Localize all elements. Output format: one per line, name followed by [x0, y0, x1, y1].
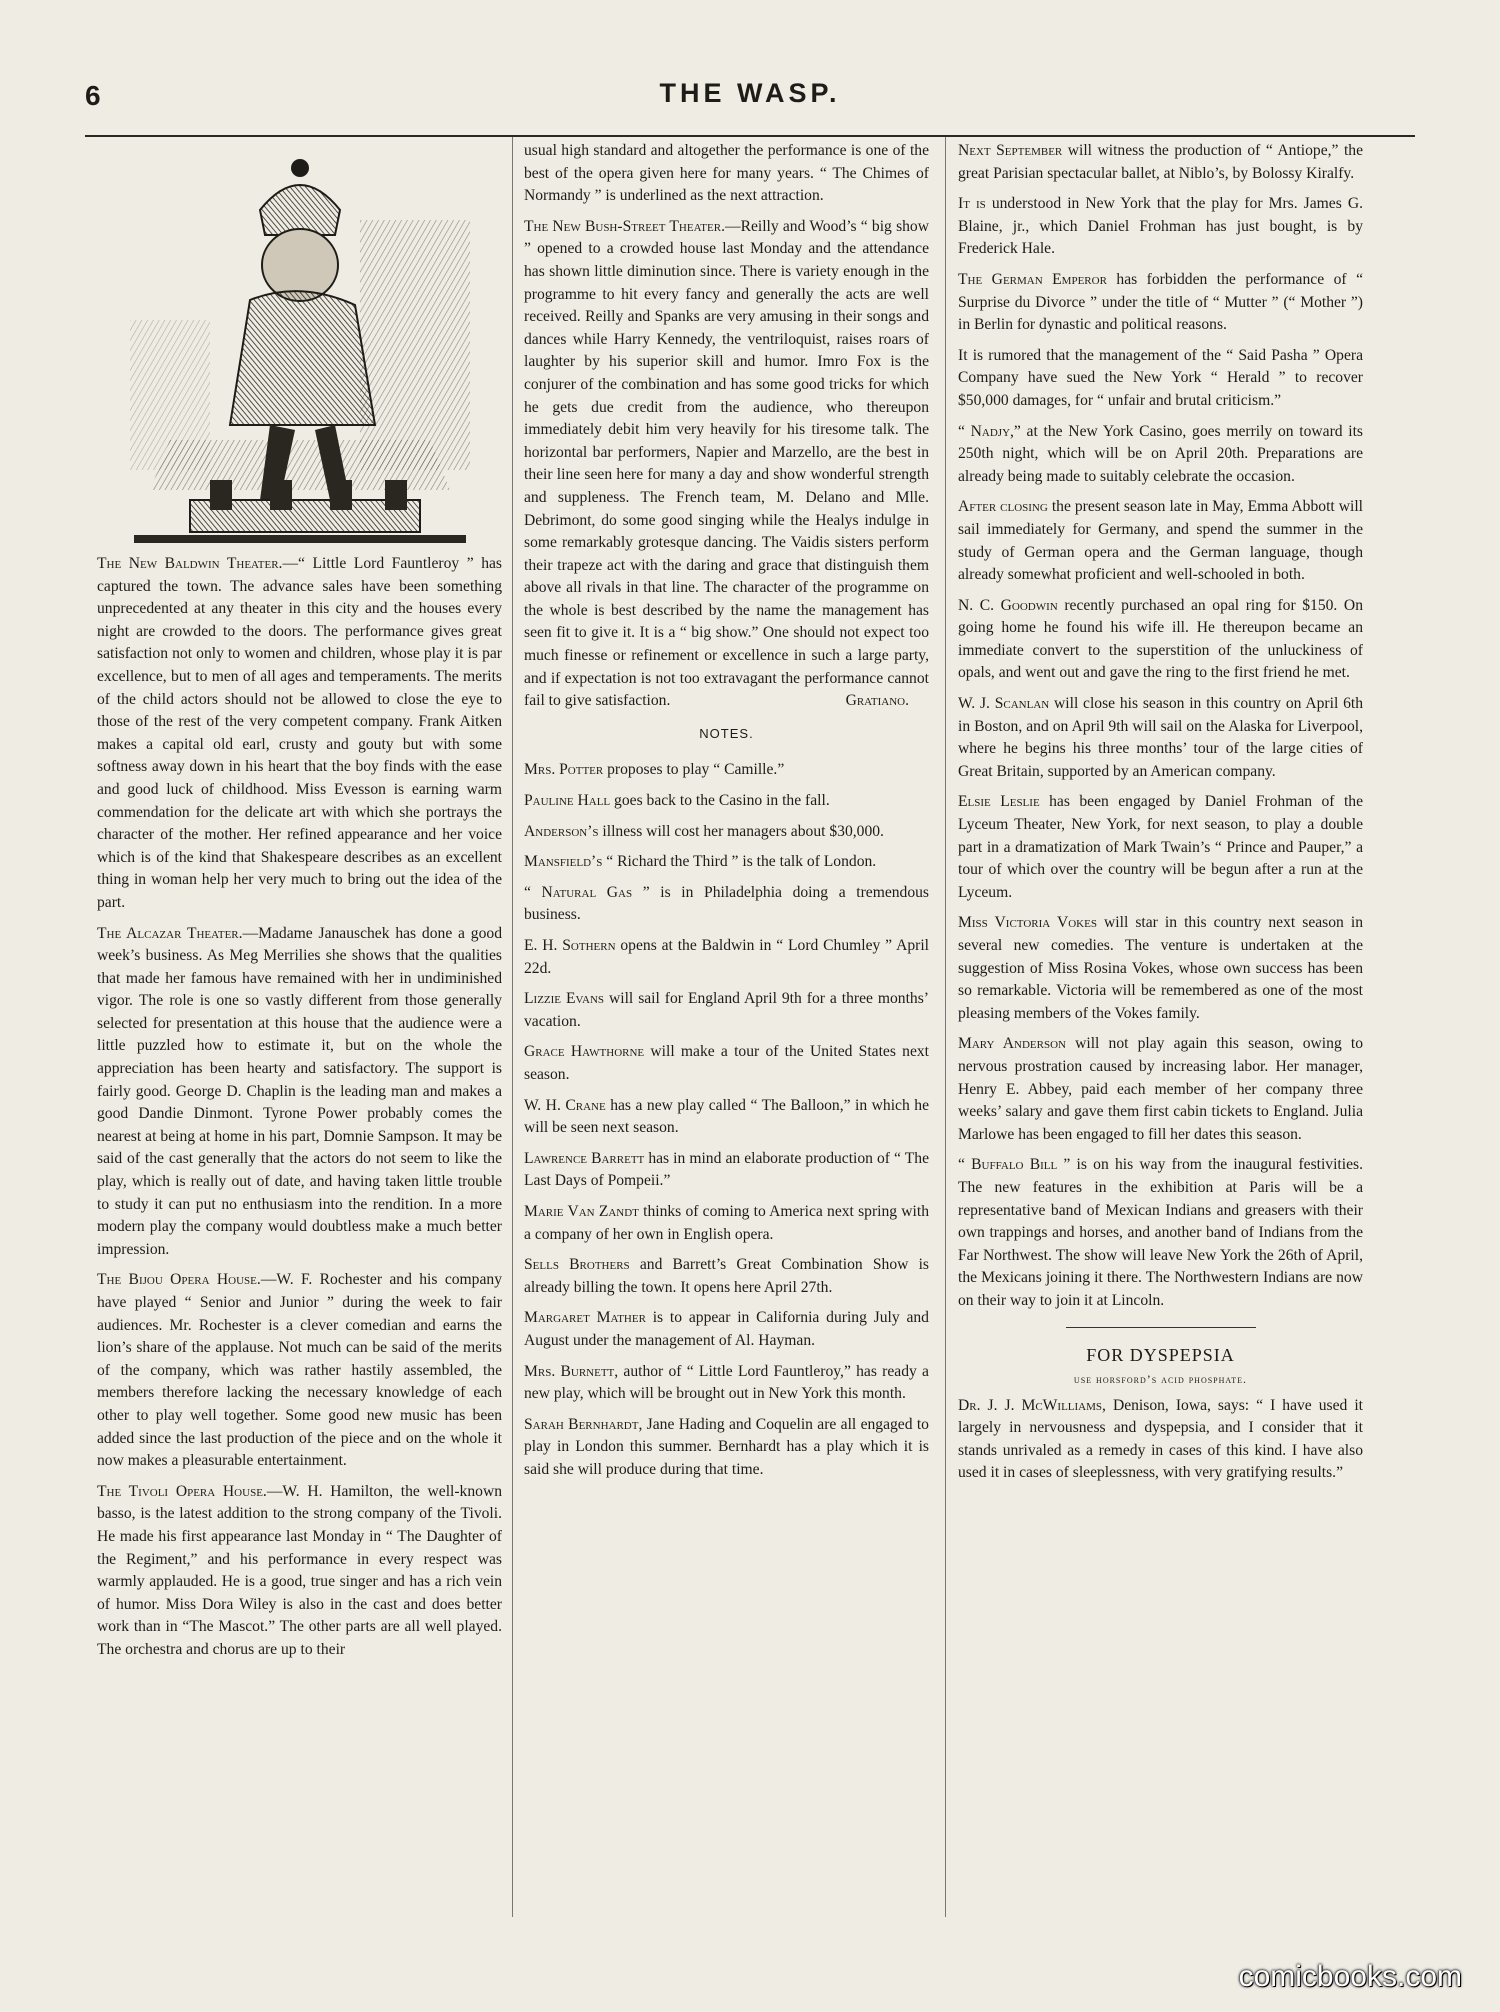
article-tivoli-continued: usual high standard and altogether the performance is one of the best of the opera given here for many years. “ The Chimes of Normandy ” is underlined as the next attraction.: [524, 142, 929, 205]
note-item: The German Emperor has forbidden the performance of “ Surprise du Divorce ” under the title of “ Mutter ” (“ Mother ”) in Berlin for dynastic and political reasons.: [958, 270, 1363, 334]
note-item: Sells Brothers and Barrett’s Great Combination Show is already billing the town. It opens here April 27th.: [524, 1256, 929, 1296]
note-item: E. H. Sothern opens at the Baldwin in “ Lord Chumley ” April 22d.: [524, 937, 929, 977]
note-item: W. H. Crane has a new play called “ The Balloon,” in which he will be seen next season.: [524, 1096, 929, 1137]
column-1: [97, 140, 502, 1917]
masthead-title: THE WASP.: [659, 78, 841, 108]
note-item: “ Nadjy,” at the New York Casino, goes merrily on toward its 250th night, which will be on April 20th. Preparations are already being made to suitably celebrate the occasion.: [958, 422, 1363, 485]
note-item: W. J. Scanlan will close his season in this country on April 6th in Boston, and on April 9th will sail on the Alaska for Liverpool, where he begins his three months’ tour of the large cities of Great Britain, supported by an American company.: [958, 695, 1363, 780]
note-item: Sarah Bernhardt, Jane Hading and Coquelin are all engaged to play in London this summer. Bernhardt has a play which it is said she will produce during that time.: [524, 1415, 929, 1478]
column-3: [958, 140, 1363, 1917]
note-item: N. C. Goodwin recently purchased an opal ring for $150. On going home he found his wife ill. He thereupon became an immediate convert to the superstition of the unluckiness of opals, and went out and gave the ring to the first friend he met.: [958, 596, 1363, 682]
ad-title: FOR DYSPEPSIA: [1086, 1344, 1235, 1365]
article-tivoli: The Tivoli Opera House.—W. H. Hamilton, the well-known basso, is the latest addition to the strong company of the Tivoli. He made his first appearance last Monday in “ The Daughter of the Regiment,” and his performance in every respect was warmly applauded. He is a good, true singer and has a rich vein of humor. Miss Dora Wiley is also in the cast and does better work than in “The Mascot.” The other parts are all well played. The orchestra and chorus are up to their: [97, 1482, 502, 1658]
note-item: It is rumored that the management of the “ Said Pasha ” Opera Company have sued the New York “ Herald ” to recover $50,000 damages, for “ unfair and brutal criticism.”: [958, 346, 1363, 409]
notes-list: [524, 759, 929, 1481]
note-item: Elsie Leslie has been engaged by Daniel Frohman of the Lyceum Theater, New York, for next season, to play a double part in a dramatization of Mark Twain’s “ Prince and Pauper,” a tour of which over the country will be begun after a run at the Lyceum.: [958, 793, 1363, 901]
note-item: Mrs. Burnett, author of “ Little Lord Fauntleroy,” has ready a new play, which will be brought out in New York this month.: [524, 1362, 929, 1403]
column-divider: [512, 137, 513, 1917]
header-rule: [85, 135, 1415, 137]
watermark-logo: comicbooks.com: [1238, 1960, 1462, 1993]
note-item: It is understood in New York that the play for Mrs. James G. Blaine, jr., which Daniel Frohman has just bought, is by Frederick Hale.: [958, 195, 1363, 258]
note-item: Marie Van Zandt thinks of coming to America next spring with a company of her own in English opera.: [524, 1202, 929, 1243]
article-baldwin: The New Baldwin Theater.—“ Little Lord Fauntleroy ” has captured the town. The advance sales have been something unprecedented at any theater in this city and the houses every night are crowded to the doors. The performance gives great satisfaction not only to women and children, whose play it is par excellence, but to men of all ages and temperaments. The merits of the child actors should not be allowed to close the eye to those of the rest of the very competent company. Frank Aitken makes a capital old earl, crusty and gouty but with some softness away down in his heart that the boy finds with the ease and good luck of childhood. Miss Evesson is earning warm commendation for the delicate art with which she portrays the character of the mother. Her refined appearance and her voice which is of the kind that Shakespeare describes as an excellent thing in woman help her very much to bring out the idea of the part.: [97, 555, 502, 911]
column-2: [524, 140, 929, 1917]
ad-subtitle: use horsford’s acid phosphate.: [1073, 1372, 1248, 1387]
note-item: Lawrence Barrett has in mind an elaborate production of “ The Last Days of Pompeii.”: [524, 1149, 929, 1190]
byline-signature: Gratiano.: [845, 692, 909, 710]
note-item: Margaret Mather is to appear in California during July and August under the management of Al. Hayman.: [524, 1309, 929, 1349]
ad-testimonial: Dr. J. J. McWilliams, Denison, Iowa, says: “ I have used it largely in nervousness and dyspepsia, and I consider that it stands unrivaled as a remedy in cases of this kind. I have also used it in cases of sleeplessness, with very gratifying results.”: [958, 1396, 1363, 1482]
note-item: After closing the present season late in May, Emma Abbott will sail immediately for Germany, and spend the summer in the study of German opera and the German language, though already somewhat proficient and well-schooled in both.: [958, 498, 1363, 584]
article-bush-street: The New Bush-Street Theater.—Reilly and Wood’s “ big show ” opened to a crowded house last Monday and the attendance has shown little diminution since. There is variety enough in the programme to hit every fancy and generally the acts are well received. Reilly and Spanks are very amusing in their songs and dances while Harry Kennedy, the ventriloquist, raises roars of laughter by his superior skill and humor. Imro Fox is the conjurer of the combination and has some good tricks for which he gets due credit from the audience, who thereupon immediately debit him very heavily for his tiresome talk. The horizontal bar performers, Napier and Marzello, are the best in their line seen here for many a day and show wonderful strength and suppleness. The French team, M. Delano and Mlle. Debrimont, do some good singing while the Healys indulge in some remarkably grotesque dancing. The Vaidis sisters perform their trapeze act with the daring and grace that distinguish them above all rivals in that line. The character of the programme on the whole is best described by the name the management has seen fit to give it. It is a “ big show.” One should not expect too much finesse or refinement or excellence in such a large party, and if expectation is not too extravagant the performance cannot fail to give satisfaction. Gratiano.: [524, 216, 929, 713]
article-alcazar: The Alcazar Theater.—Madame Janauschek has done a good week’s business. As Meg Merrilies she shows that the qualities that made her famous have remained with her in undiminished vigor. The role is one so vastly different from those generally selected for presentation at this house that the audience were a little puzzled how to estimate it, but on the whole the appreciation has been hearty and satisfactory. The support is fairly good. George D. Chaplin is the leading man and makes a good Dandie Dinmont. Tyrone Power probably comes the nearest at being at home in his part, Domnie Sampson. It may be said of the cast generally that the actors do not seem to like the play, which is really out of date, and having taken little trouble to study it can put no enthusiasm into the rendition. In a more modern play the company would doubtless make a much better impression.: [97, 924, 502, 1258]
note-item: Next September will witness the production of “ Antiope,” the great Parisian spectacular ballet, at Niblo’s, by Bolossy Kiralfy.: [958, 142, 1363, 182]
note-item: “ Buffalo Bill ” is on his way from the inaugural festivities. The new features in the exhibition at Paris will be a representative band of Mexican Indians and greasers with their own trappings and horses, and another band of Indians from the Far Northwest. The show will leave New York the 26th of April, the Mexicans joining it there. The Northwestern Indians are now on their way to join it at Lincoln.: [958, 1156, 1363, 1309]
column-divider: [945, 137, 946, 1917]
note-item: Lizzie Evans will sail for England April 9th for a three months’ vacation.: [524, 990, 929, 1030]
section-divider: [1066, 1327, 1256, 1328]
page-header: [85, 78, 1415, 114]
page-number: 6: [85, 80, 101, 111]
note-item: Anderson’s illness will cost her managers about $30,000.: [524, 822, 884, 840]
note-item: Grace Hawthorne will make a tour of the United States next season.: [524, 1043, 929, 1083]
article-bijou: The Bijou Opera House.—W. F. Rochester and his company have played “ Senior and Junior ” during the week to fair audiences. Mr. Rochester is a clever comedian and earns the lion’s share of the applause. Not much can be said of the merits of the company, which was rather hastily assembled, the members therefore lacking the necessary knowledge of each other to play well together. Some good new music has been added since the last production of the piece and on the whole it now makes a pleasurable entertainment.: [97, 1271, 502, 1470]
crowned-figure-engraving-icon: [130, 140, 470, 545]
note-item: Mrs. Potter proposes to play “ Camille.”: [524, 761, 785, 779]
note-item: Mansfield’s “ Richard the Third ” is the talk of London.: [524, 853, 877, 871]
note-item: Pauline Hall goes back to the Casino in the fall.: [524, 792, 830, 810]
note-item: Mary Anderson will not play again this season, owing to nervous prostration caused by increasing labor. Her manager, Henry E. Abbey, paid each member of her company three weeks’ salary and gave them first cabin tickets to England. Julia Marlowe has been engaged to fill her dates this season.: [958, 1035, 1363, 1143]
note-item: Miss Victoria Vokes will star in this country next season in several new comedies. The venture is undertaken at the suggestion of Miss Rosina Vokes, whose own success has been so remarkable. Victoria will be remembered as one of the most pleasing members of the Vokes family.: [958, 914, 1363, 1022]
notes-heading: NOTES.: [699, 725, 754, 741]
note-item: “ Natural Gas ” is in Philadelphia doing a tremendous business.: [524, 883, 929, 924]
notes-list: [958, 140, 1363, 1313]
